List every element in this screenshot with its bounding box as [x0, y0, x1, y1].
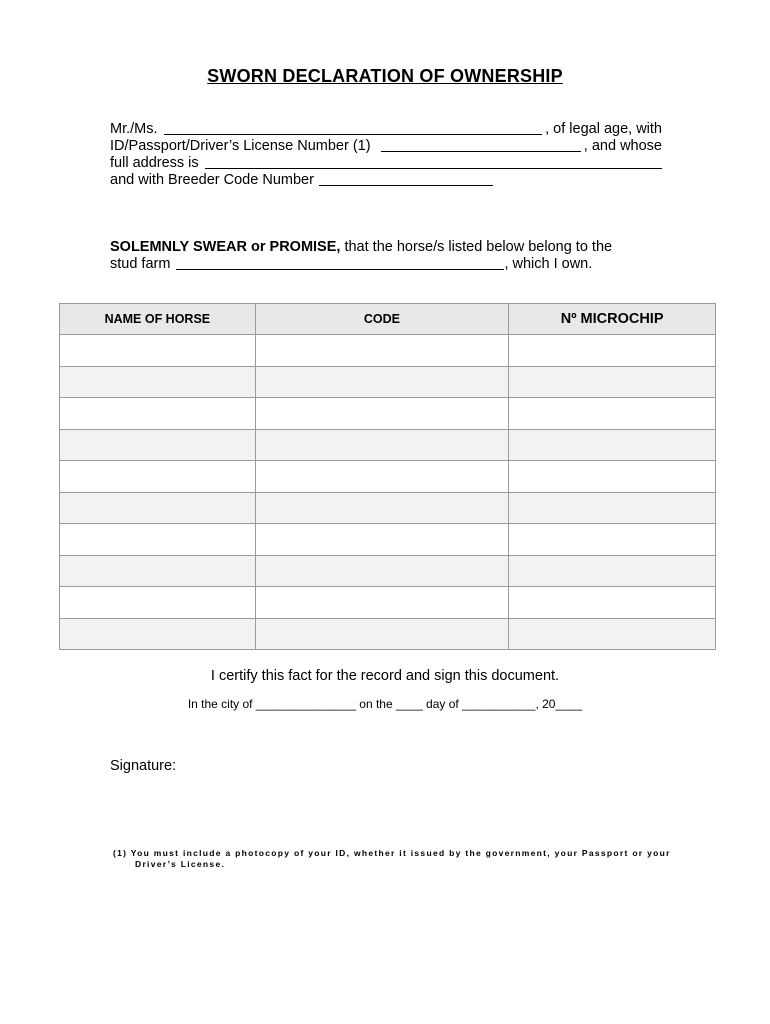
microchip-cell[interactable] — [509, 555, 716, 587]
name-suffix: , of legal age, with — [545, 121, 662, 137]
microchip-cell[interactable] — [509, 618, 716, 650]
swear-paragraph — [110, 239, 662, 273]
address-line — [110, 155, 662, 172]
table-row — [60, 429, 716, 461]
stud-farm-blank[interactable] — [176, 256, 504, 270]
stud-line — [110, 256, 662, 273]
name-line — [110, 121, 662, 138]
swear-bold: SOLEMNLY SWEAR or PROMISE, — [110, 239, 341, 255]
microchip-cell[interactable] — [509, 461, 716, 493]
microchip-cell[interactable] — [509, 366, 716, 398]
city-date-line: In the city of _______________ on the ____ day of ___________, 20____ — [187, 697, 583, 711]
horse-name-cell[interactable] — [60, 524, 256, 556]
microchip-cell[interactable] — [509, 524, 716, 556]
address-prefix: full address is — [110, 155, 199, 171]
table-header-row — [60, 304, 716, 335]
horses-table — [59, 303, 716, 650]
header-code: CODE — [255, 304, 509, 335]
footnote — [113, 848, 673, 870]
code-cell[interactable] — [255, 587, 509, 619]
code-cell[interactable] — [255, 555, 509, 587]
breeder-code-blank[interactable] — [319, 172, 493, 186]
declarant-paragraph — [110, 121, 662, 189]
header-name-of-horse: NAME OF HORSE — [60, 304, 256, 335]
swear-rest: that the horse/s listed below belong to the — [340, 239, 613, 255]
signature-label: Signature: — [110, 758, 177, 774]
name-prefix: Mr./Ms. — [110, 121, 158, 137]
horse-name-cell[interactable] — [60, 587, 256, 619]
table-row — [60, 555, 716, 587]
microchip-cell[interactable] — [509, 335, 716, 367]
table-row — [60, 587, 716, 619]
horse-name-cell[interactable] — [60, 555, 256, 587]
code-cell[interactable] — [255, 524, 509, 556]
table-row — [60, 492, 716, 524]
breeder-line — [110, 172, 662, 189]
footnote-line-2: Driver’s License. — [135, 859, 226, 869]
id-suffix: , and whose — [583, 138, 662, 154]
name-blank[interactable] — [164, 121, 543, 135]
id-prefix: ID/Passport/Driver’s License Number (1) — [110, 138, 371, 154]
horse-name-cell[interactable] — [60, 366, 256, 398]
stud-prefix: stud farm — [110, 256, 171, 272]
horse-name-cell[interactable] — [60, 398, 256, 430]
table-row — [60, 618, 716, 650]
footnote-line-1: (1) You must include a photocopy of your ID, whether it issued by the government, your Passport or your — [113, 848, 671, 858]
horse-name-cell[interactable] — [60, 429, 256, 461]
code-cell[interactable] — [255, 618, 509, 650]
code-cell[interactable] — [255, 492, 509, 524]
code-cell[interactable] — [255, 366, 509, 398]
horse-name-cell[interactable] — [60, 492, 256, 524]
horse-name-cell[interactable] — [60, 335, 256, 367]
table-row — [60, 398, 716, 430]
microchip-cell[interactable] — [509, 492, 716, 524]
code-cell[interactable] — [255, 335, 509, 367]
table-row — [60, 366, 716, 398]
swear-line — [110, 239, 662, 256]
horse-name-cell[interactable] — [60, 461, 256, 493]
code-cell[interactable] — [255, 461, 509, 493]
breeder-prefix: and with Breeder Code Number — [110, 172, 314, 188]
address-blank[interactable] — [205, 155, 662, 169]
certify-statement: I certify this fact for the record and sign this document. — [210, 668, 560, 684]
stud-suffix: , which I own. — [504, 256, 593, 272]
document-title: SWORN DECLARATION OF OWNERSHIP — [207, 66, 563, 86]
code-cell[interactable] — [255, 429, 509, 461]
horse-name-cell[interactable] — [60, 618, 256, 650]
microchip-cell[interactable] — [509, 587, 716, 619]
code-cell[interactable] — [255, 398, 509, 430]
header-microchip: Nº MICROCHIP — [509, 304, 716, 335]
table-row — [60, 461, 716, 493]
id-number-blank[interactable] — [381, 138, 581, 152]
id-line — [110, 138, 662, 155]
table-row — [60, 524, 716, 556]
microchip-cell[interactable] — [509, 429, 716, 461]
microchip-cell[interactable] — [509, 398, 716, 430]
table-row — [60, 335, 716, 367]
